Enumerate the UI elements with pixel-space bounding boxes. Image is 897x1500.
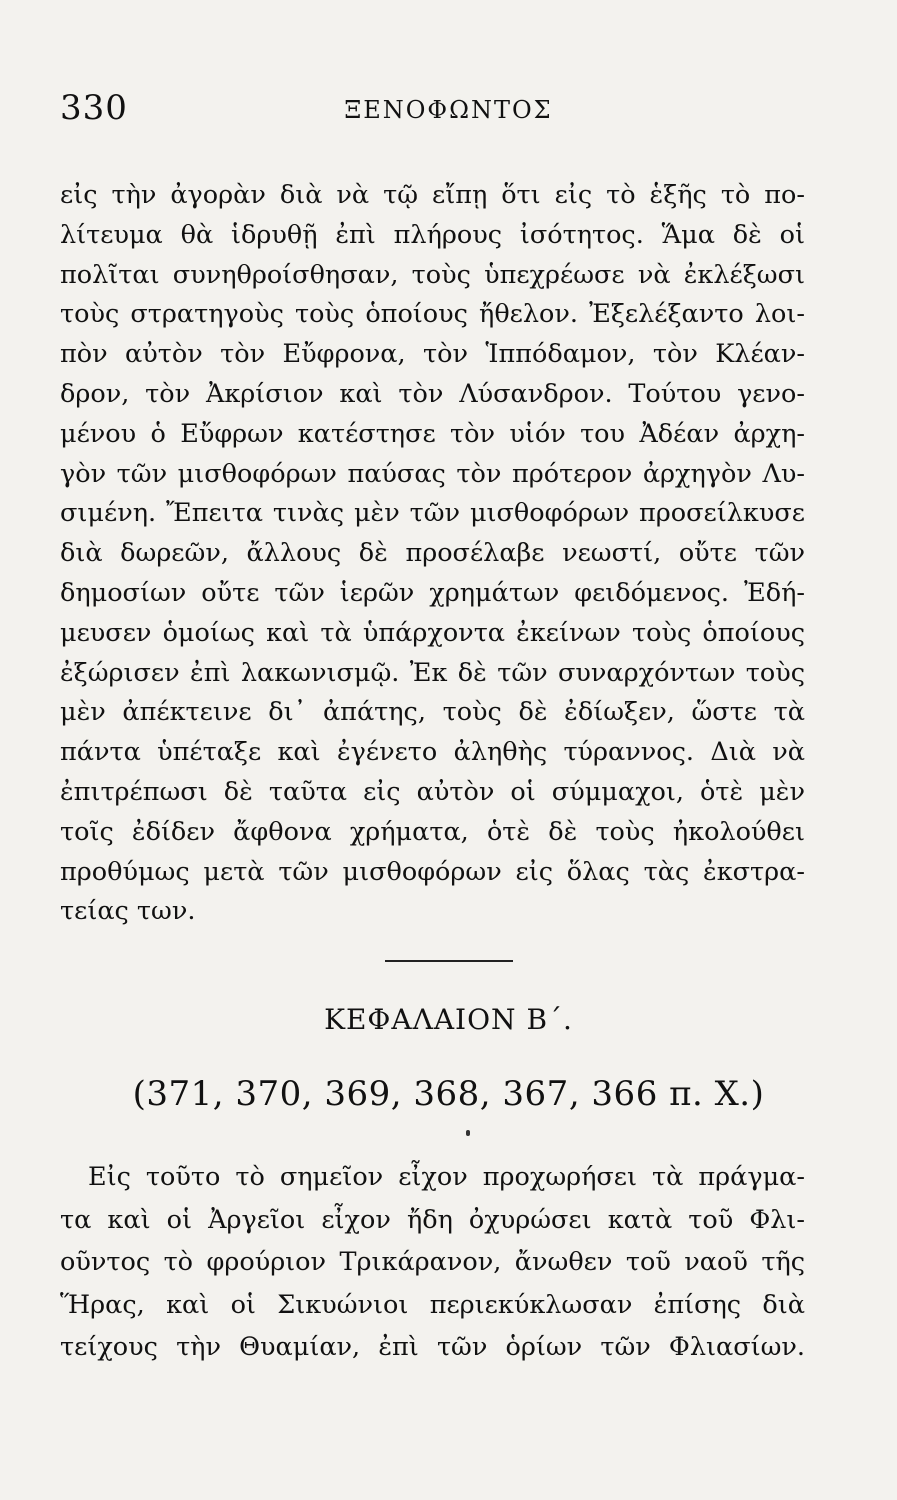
- text-line: Ἥρας, καὶ οἱ Σικυώνιοι περιεκύκλωσαν ἐπίσης διὰ: [60, 1289, 805, 1320]
- text-line: τοῖς ἐδίδεν ἄφθονα χρήματα, ὁτὲ δὲ τοὺς ἠκολούθει: [60, 816, 805, 847]
- text-line: πὸν αὐτὸν τὸν Εὔφρονα, τὸν Ἱππόδαμον, τὸν Κλέαν-: [60, 339, 805, 370]
- print-mark: [466, 1130, 470, 1136]
- text-line: προθύμως μετὰ τῶν μισθοφόρων εἰς ὅλας τὰς ἐκστρα-: [60, 856, 805, 887]
- section-divider: [385, 960, 513, 962]
- running-title: ΞΕΝΟΦΩΝΤΟΣ: [344, 96, 553, 124]
- text-line: πάντα ὑπέταξε καὶ ἐγένετο ἀληθὴς τύραννος. Διὰ νὰ: [60, 737, 805, 768]
- text-line: δρον, τὸν Ἀκρίσιον καὶ τὸν Λύσανδρον. Τούτου γενο-: [60, 378, 805, 409]
- text-line: τείας των.: [60, 896, 196, 927]
- paragraph-main: [60, 176, 805, 932]
- text-line: λίτευμα θὰ ἱδρυθῇ ἐπὶ πλήρους ἰσότητος. Ἅμα δὲ οἱ: [60, 219, 805, 250]
- paragraph-chapter: [60, 1156, 805, 1369]
- text-line: οῦντος τὸ φρούριον Τρικάρανον, ἄνωθεν τοῦ ναοῦ τῆς: [60, 1247, 805, 1277]
- text-line: ἐπιτρέπωσι δὲ ταῦτα εἰς αὐτὸν οἱ σύμμαχοι, ὁτὲ μὲν: [60, 776, 805, 807]
- text-line: μευσεν ὁμοίως καὶ τὰ ὑπάρχοντα ἐκείνων τοὺς ὁποίους: [60, 617, 805, 648]
- text-line: πολῖται συνηθροίσθησαν, τοὺς ὑπεχρέωσε νὰ ἐκλέξωσι: [60, 259, 805, 290]
- text-line: τείχους τὴν Θυαμίαν, ἐπὶ τῶν ὁρίων τῶν Φλιασίων.: [60, 1332, 805, 1362]
- text-line: μένου ὁ Εὔφρων κατέστησε τὸν υἱόν του Ἀδέαν ἀρχη-: [60, 418, 805, 449]
- text-line: Εἰς τοῦτο τὸ σημεῖον εἶχον προχωρήσει τὰ πράγμα-: [88, 1162, 805, 1192]
- text-line: διὰ δωρεῶν, ἄλλους δὲ προσέλαβε νεωστί, οὔτε τῶν: [60, 538, 805, 569]
- text-line: γὸν τῶν μισθοφόρων παύσας τὸν πρότερον ἀρχηγὸν Λυ-: [60, 458, 805, 489]
- text-line: μὲν ἀπέκτεινε δι᾽ ἀπάτης, τοὺς δὲ ἐδίωξεν, ὥστε τὰ: [60, 697, 805, 728]
- text-line: σιμένη. Ἔπειτα τινὰς μὲν τῶν μισθοφόρων προσείλκυσε: [60, 498, 805, 529]
- text-line: ἐξώρισεν ἐπὶ λακωνισμῷ. Ἐκ δὲ τῶν συναρχόντων τοὺς: [60, 657, 805, 688]
- chapter-title: ΚΕΦΑΛΑΙΟΝ Β΄.: [324, 1003, 573, 1036]
- text-line: εἰς τὴν ἀγορὰν διὰ νὰ τῷ εἴπῃ ὅτι εἰς τὸ ἑξῆς τὸ πο-: [60, 180, 805, 210]
- chapter-dates: (371, 370, 369, 368, 367, 366 π. Χ.): [132, 1074, 765, 1114]
- page-number: 330: [60, 88, 128, 128]
- text-line: δημοσίων οὔτε τῶν ἱερῶν χρημάτων φειδόμενος. Ἐδή-: [60, 577, 805, 608]
- text-line: τα καὶ οἱ Ἀργεῖοι εἶχον ἤδη ὀχυρώσει κατὰ τοῦ Φλι-: [60, 1204, 805, 1235]
- text-line: τοὺς στρατηγοὺς τοὺς ὁποίους ἤθελον. Ἐξελέξαντο λοι-: [60, 299, 805, 330]
